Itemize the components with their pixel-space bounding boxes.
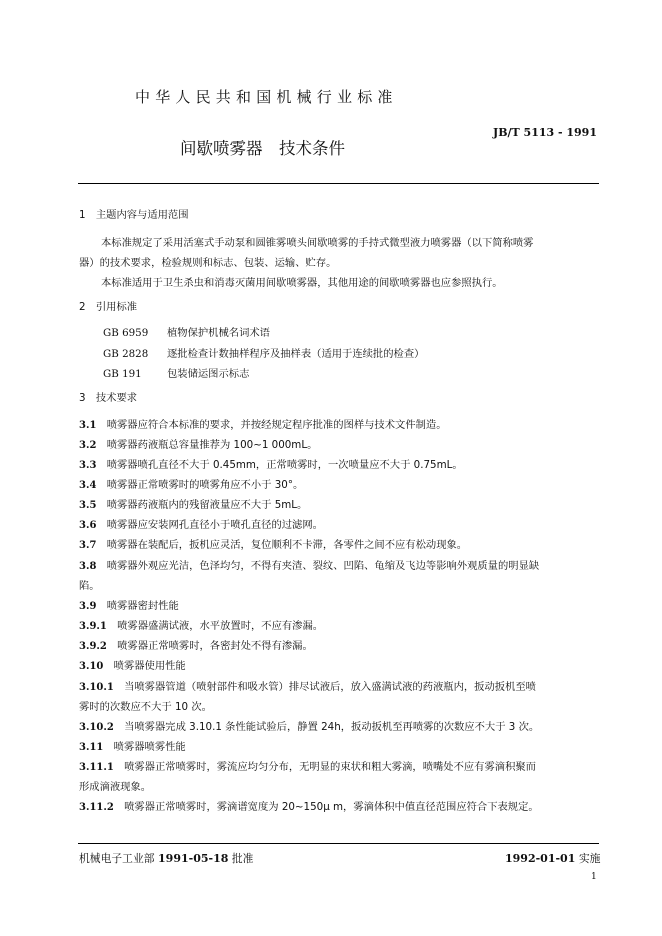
section-3-heading: 3 技术要求 xyxy=(79,392,138,404)
section-1-para-1-line-2: 器）的技术要求，检验规则和标志、包装、运输、贮存。 xyxy=(79,257,337,269)
clause-text: 喷雾器使用性能 xyxy=(103,660,186,672)
reference-code: GB 6959 xyxy=(103,327,149,339)
clause-continuation: 形成滴液现象。 xyxy=(79,781,152,793)
clause-continuation: 陷。 xyxy=(79,580,100,592)
reference-item xyxy=(103,364,249,384)
clause xyxy=(79,797,599,818)
implementation-label: 实施 xyxy=(578,852,601,865)
clause-number: 3.5 xyxy=(79,500,97,511)
issuing-body: 中华人民共和国机械行业标准 xyxy=(135,88,398,106)
clause-text: 当喷雾器管道（喷射部件和吸水管）排尽试液后，放入盛满试液的药液瓶内，扳动扳机至喷 xyxy=(113,681,536,693)
footer-divider xyxy=(78,843,599,844)
clause-text: 当喷雾器完成 3.10.1 条性能试验后，静置 24h，扳动扳机至再喷雾的次数应不大于 3 次。 xyxy=(113,721,540,733)
clause-number: 3.7 xyxy=(79,540,97,551)
clause xyxy=(79,455,599,476)
clause-text: 喷雾器正常喷雾时的喷雾角应不小于 30°。 xyxy=(96,479,304,491)
clause-continuation: 雾时的次数应不大于 10 次。 xyxy=(79,701,212,713)
reference-title: 逐批检查计数抽样程序及抽样表（适用于连续批的检查） xyxy=(167,348,425,360)
approval-label: 批准 xyxy=(231,852,254,865)
reference-code: GB 191 xyxy=(103,368,142,380)
clause xyxy=(79,757,599,778)
clause xyxy=(79,656,599,677)
clause-text: 喷雾器盛满试液，水平放置时，不应有渗漏。 xyxy=(106,620,324,632)
reference-code: GB 2828 xyxy=(103,348,149,360)
header-divider xyxy=(78,183,599,184)
clause xyxy=(79,677,599,698)
clause-number: 3.10.2 xyxy=(79,722,114,733)
clause-text: 喷雾器外观应光洁，色泽均匀，不得有夹渣、裂纹、凹陷、龟缩及飞边等影响外观质量的明显缺 xyxy=(96,560,540,572)
reference-title: 植物保护机械名词术语 xyxy=(167,327,270,339)
clause xyxy=(79,616,599,637)
clause-text: 喷雾器喷雾性能 xyxy=(103,741,186,753)
clause-text: 喷雾器药液瓶内的残留液量应不大于 5mL。 xyxy=(96,499,308,511)
clause-text: 喷雾器正常喷雾时，各密封处不得有渗漏。 xyxy=(106,640,313,652)
clause xyxy=(79,596,599,617)
clause xyxy=(79,556,599,577)
document-title: 间歇喷雾器 技术条件 xyxy=(180,139,345,158)
clause-text: 喷雾器应安装网孔直径小于喷孔直径的过滤网。 xyxy=(96,519,323,531)
clause-text: 喷雾器正常喷雾时，雾流应均匀分布，无明显的束状和粗大雾滴，喷嘴处不应有雾滴积聚而 xyxy=(113,761,536,773)
implementation-line xyxy=(505,851,600,866)
clause-number: 3.10 xyxy=(79,661,104,672)
clause-number: 3.10.1 xyxy=(79,682,114,693)
clause-text: 喷雾器在装配后，扳机应灵活，复位顺利不卡滞，各零件之间不应有松动现象。 xyxy=(96,539,468,551)
clause-number: 3.3 xyxy=(79,460,97,471)
clause-number: 3.11.1 xyxy=(79,762,114,773)
clause-text: 喷雾器正常喷雾时，雾滴谱宽度为 20~150μ m，雾滴体积中值直径范围应符合下表规定。 xyxy=(113,801,539,813)
implementation-date: 1992-01-01 xyxy=(505,852,576,865)
section-1-para-2: 本标准适用于卫生杀虫和消毒灭菌用间歇喷雾器，其他用途的间歇喷雾器也应参照执行。 xyxy=(101,277,503,289)
clause-number: 3.9.2 xyxy=(79,641,107,652)
clause-number: 3.2 xyxy=(79,440,97,451)
section-1-heading: 1 主题内容与适用范围 xyxy=(79,209,189,221)
clause xyxy=(79,475,599,496)
approval-org: 机械电子工业部 xyxy=(79,852,155,865)
clause-text: 喷雾器应符合本标准的要求，并按经规定程序批准的图样与技术文件制造。 xyxy=(96,419,447,431)
section-1-para-1-line-1: 本标准规定了采用活塞式手动泵和圆锥雾喷头间歇喷雾的手持式微型液力喷雾器（以下简称喷雾 xyxy=(101,237,534,249)
clause-number: 3.8 xyxy=(79,561,97,572)
section-2-heading: 2 引用标准 xyxy=(79,301,138,313)
clause xyxy=(79,495,599,516)
reference-item xyxy=(103,323,270,343)
approval-line xyxy=(79,851,253,866)
clause-number: 3.11.2 xyxy=(79,802,114,813)
clause xyxy=(79,636,599,657)
clause-text: 喷雾器药液瓶总容量推荐为 100~1 000mL。 xyxy=(96,439,318,451)
clause-number: 3.9 xyxy=(79,601,97,612)
clause-text: 喷雾器喷孔直径不大于 0.45mm，正常喷雾时，一次喷量应不大于 0.75mL。 xyxy=(96,459,463,471)
reference-item xyxy=(103,344,424,364)
standard-number: JB/T 5113 - 1991 xyxy=(493,126,597,139)
clause xyxy=(79,737,599,758)
reference-title: 包装储运图示标志 xyxy=(167,368,250,380)
clause-text: 喷雾器密封性能 xyxy=(96,600,179,612)
clause xyxy=(79,717,599,738)
clause xyxy=(79,435,599,456)
clause-number: 3.1 xyxy=(79,420,97,431)
clause xyxy=(79,415,599,436)
clause-number: 3.11 xyxy=(79,742,104,753)
clause-number: 3.6 xyxy=(79,520,97,531)
clause-number: 3.4 xyxy=(79,480,97,491)
page-number: 1 xyxy=(591,872,597,882)
clause-number: 3.9.1 xyxy=(79,621,107,632)
clause xyxy=(79,535,599,556)
approval-date: 1991-05-18 xyxy=(158,852,229,865)
clause xyxy=(79,515,599,536)
